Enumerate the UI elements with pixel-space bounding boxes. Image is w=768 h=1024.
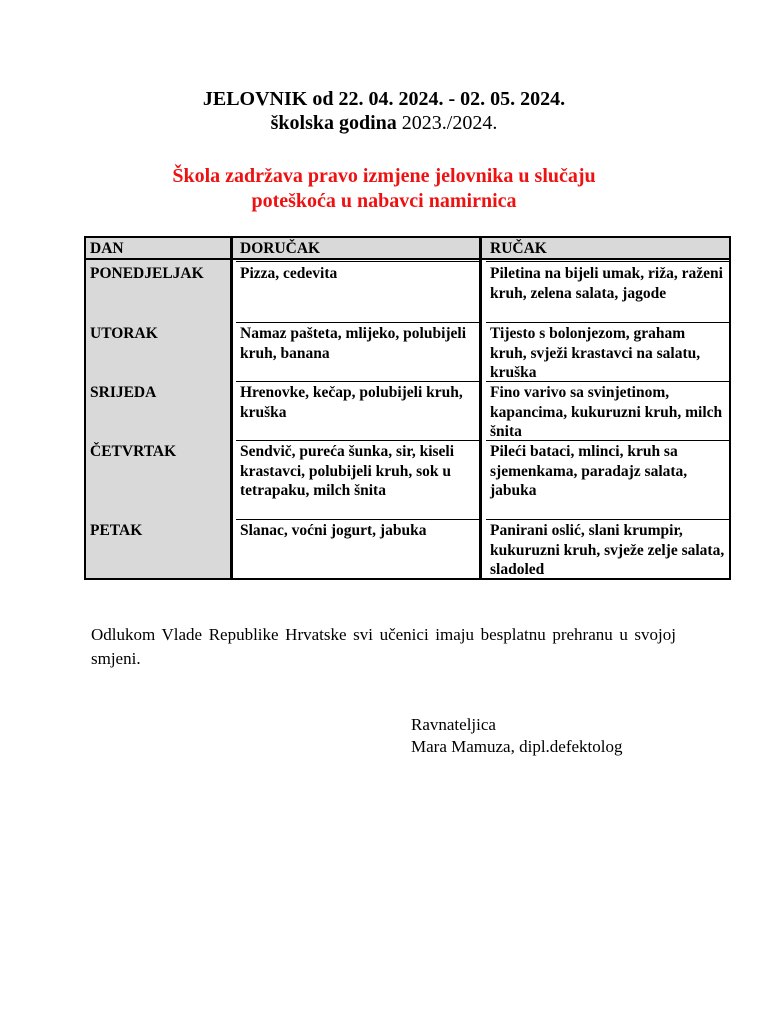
- column-divider: [479, 238, 482, 578]
- signature-name: Mara Mamuza, dipl.defektolog: [411, 737, 623, 756]
- signature-title: Ravnateljica: [411, 715, 496, 734]
- day-wednesday: SRIJEDA: [90, 384, 157, 401]
- column-header-breakfast: DORUČAK: [240, 240, 321, 257]
- lunch-monday: Piletina na bijeli umak, riža, raženi kruh, zelena salata, jagode: [490, 265, 723, 302]
- menu-change-notice: [0, 164, 768, 214]
- lunch-wednesday: Fino varivo sa svinjetinom, kapancima, kukuruzni kruh, milch šnita: [490, 384, 723, 440]
- day-thursday: ČETVRTAK: [90, 443, 177, 460]
- column-divider: [230, 238, 233, 578]
- lunch-friday: Panirani oslić, slani krumpir, kukuruzni kruh, svježe zelje salata, sladoled: [490, 522, 725, 578]
- school-year-value: 2023./2024.: [401, 112, 498, 134]
- row-divider: [486, 261, 729, 262]
- school-year-label: školska godina: [270, 112, 397, 134]
- day-tuesday: UTORAK: [90, 325, 158, 342]
- row-divider: [486, 519, 729, 520]
- school-year-line: [0, 112, 768, 134]
- row-divider: [236, 322, 479, 323]
- row-divider: [236, 261, 479, 262]
- lunch-thursday: Pileći bataci, mlinci, kruh sa sjemenkama, paradajz salata, jabuka: [490, 443, 688, 499]
- row-divider: [236, 519, 479, 520]
- breakfast-thursday: Sendvič, pureća šunka, sir, kiseli krastavci, polubijeli kruh, sok u tetrapaku, milch šnita: [240, 443, 455, 499]
- breakfast-wednesday: Hrenovke, kečap, polubijeli kruh, kruška: [240, 384, 463, 421]
- row-divider: [236, 381, 479, 382]
- menu-title: JELOVNIK od 22. 04. 2024. - 02. 05. 2024.: [202, 88, 566, 110]
- free-meals-paragraph: Odlukom Vlade Republike Hrvatske svi učenici imaju besplatnu prehranu u svojoj smjeni.: [91, 625, 676, 668]
- notice-line-2: poteškoća u nabavci namirnica: [251, 190, 517, 212]
- day-monday: PONEDJELJAK: [90, 265, 204, 282]
- row-divider: [236, 440, 479, 441]
- row-divider: [486, 322, 729, 323]
- column-header-day: DAN: [90, 240, 124, 257]
- column-header-lunch: RUČAK: [490, 240, 547, 257]
- notice-line-1: Škola zadržava pravo izmjene jelovnika u slučaju: [172, 165, 596, 187]
- menu-table: [84, 236, 731, 580]
- breakfast-tuesday: Namaz pašteta, mlijeko, polubijeli kruh, banana: [240, 325, 467, 362]
- breakfast-friday: Slanac, voćni jogurt, jabuka: [240, 522, 427, 539]
- lunch-tuesday: Tijesto s bolonjezom, graham kruh, svježi krastavci na salatu, kruška: [490, 325, 701, 381]
- day-friday: PETAK: [90, 522, 143, 539]
- breakfast-monday: Pizza, cedevita: [240, 265, 338, 282]
